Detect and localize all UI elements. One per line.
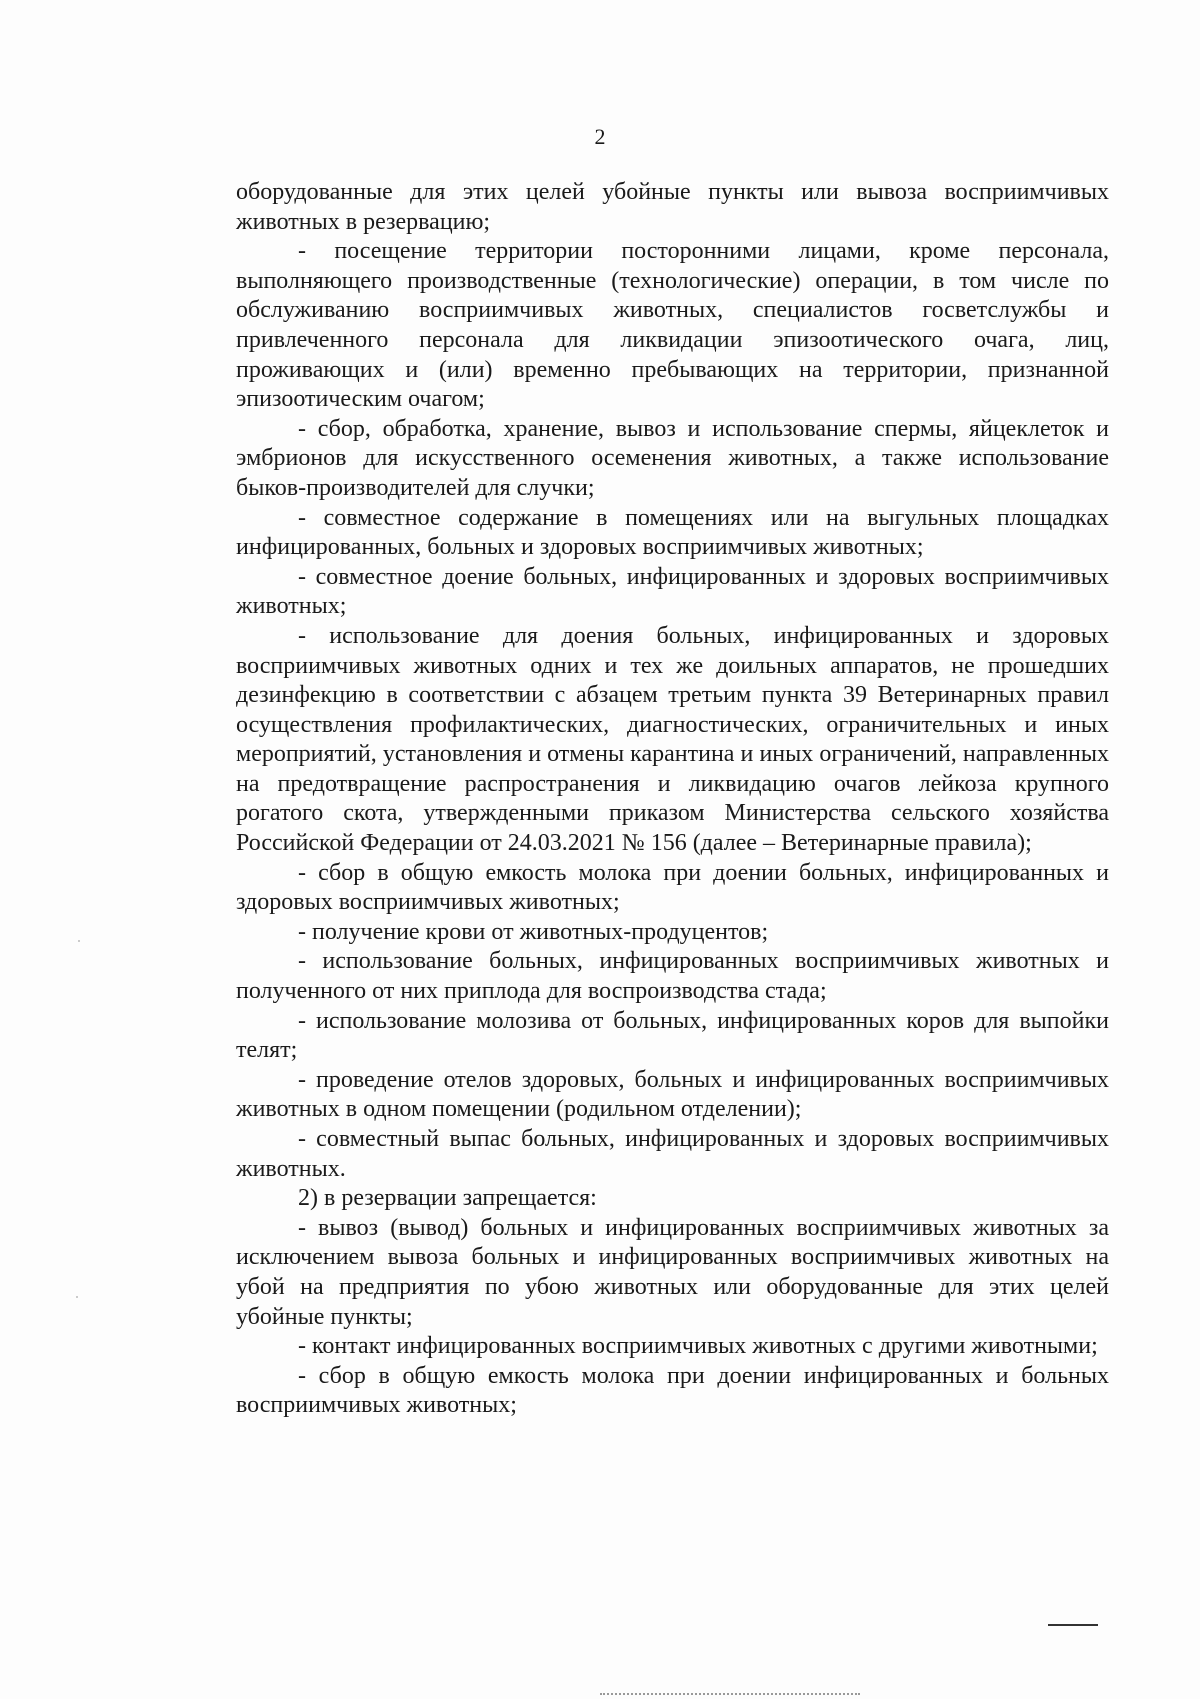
document-body [236,178,1109,1421]
page-number: 2 [594,124,606,149]
paragraph: 2) в резервации запрещается: [298,1185,597,1212]
paragraph: - совместное доение больных, инфицированных и здоровых восприимчивых животных; [236,563,1109,620]
scan-edge-dots [600,1693,860,1697]
scan-speck [76,1296,78,1298]
paragraph: - вывоз (вывод) больных и инфицированных восприимчивых животных за исключением вывоза больных и инфицированных восприимчивых животных на убой на предприятия по убою животных или оборудованные для этих целей убойные пункты; [236,1214,1109,1330]
paragraph: - контакт инфицированных восприимчивых животных с другими животными; [298,1333,1098,1360]
paragraph: - сбор в общую емкость молока при доении инфицированных и больных восприимчивых животных; [236,1362,1109,1419]
paragraph: - получение крови от животных-продуцентов; [298,918,769,945]
paragraph: - сбор, обработка, хранение, вывоз и использование спермы, яйцеклеток и эмбрионов для искусственного осеменения животных, а также использование быков-производителей для случки; [236,415,1109,501]
paragraph: - использование молозива от больных, инфицированных коров для выпойки телят; [236,1007,1109,1064]
paragraph: - совместное содержание в помещениях или на выгульных площадках инфицированных, больных и здоровых восприимчивых животных; [236,504,1109,561]
paragraph: - использование для доения больных, инфицированных и здоровых восприимчивых животных одних и тех же доильных аппаратов, не прошедших дезинфекцию в соответствии с абзацем третьим пункта 39 Ветеринарных правил осуществления профилактических, диагностических, ограничительных и иных мероприятий, установления и отмены карантина и иных ограничений, направленных на предотвращение распространения и ликвидацию очагов лейкоза крупного рогатого скота, утвержденными приказом Министерства сельского хозяйства Российской Федерации от 24.03.2021 № 156 (далее – Ветеринарные правила); [236,622,1109,857]
footer-rule [1048,1624,1098,1626]
scan-speck [78,940,80,942]
paragraph: - совместный выпас больных, инфицированных и здоровых восприимчивых животных. [236,1126,1109,1182]
paragraph: - посещение территории посторонними лицами, кроме персонала, выполняющего производственные (технологические) операции, в том числе по обслуживанию восприимчивых животных, специалистов госветслужбы и привлеченного персонала для ликвидации эпизоотического очага, лиц, проживающих и (или) временно пребывающих на территории, признанной эпизоотическим очагом; [236,238,1109,413]
paragraph: - сбор в общую емкость молока при доении больных, инфицированных и здоровых восприимчивых животных; [236,859,1109,916]
paragraph: - использование больных, инфицированных восприимчивых животных и полученного от них приплода для воспроизводства стада; [236,948,1109,1005]
paragraph: оборудованные для этих целей убойные пункты или вывоза восприимчивых животных в резервацию; [236,179,1109,235]
paragraph: - проведение отелов здоровых, больных и инфицированных восприимчивых животных в одном помещении (родильном отделении); [236,1066,1109,1123]
